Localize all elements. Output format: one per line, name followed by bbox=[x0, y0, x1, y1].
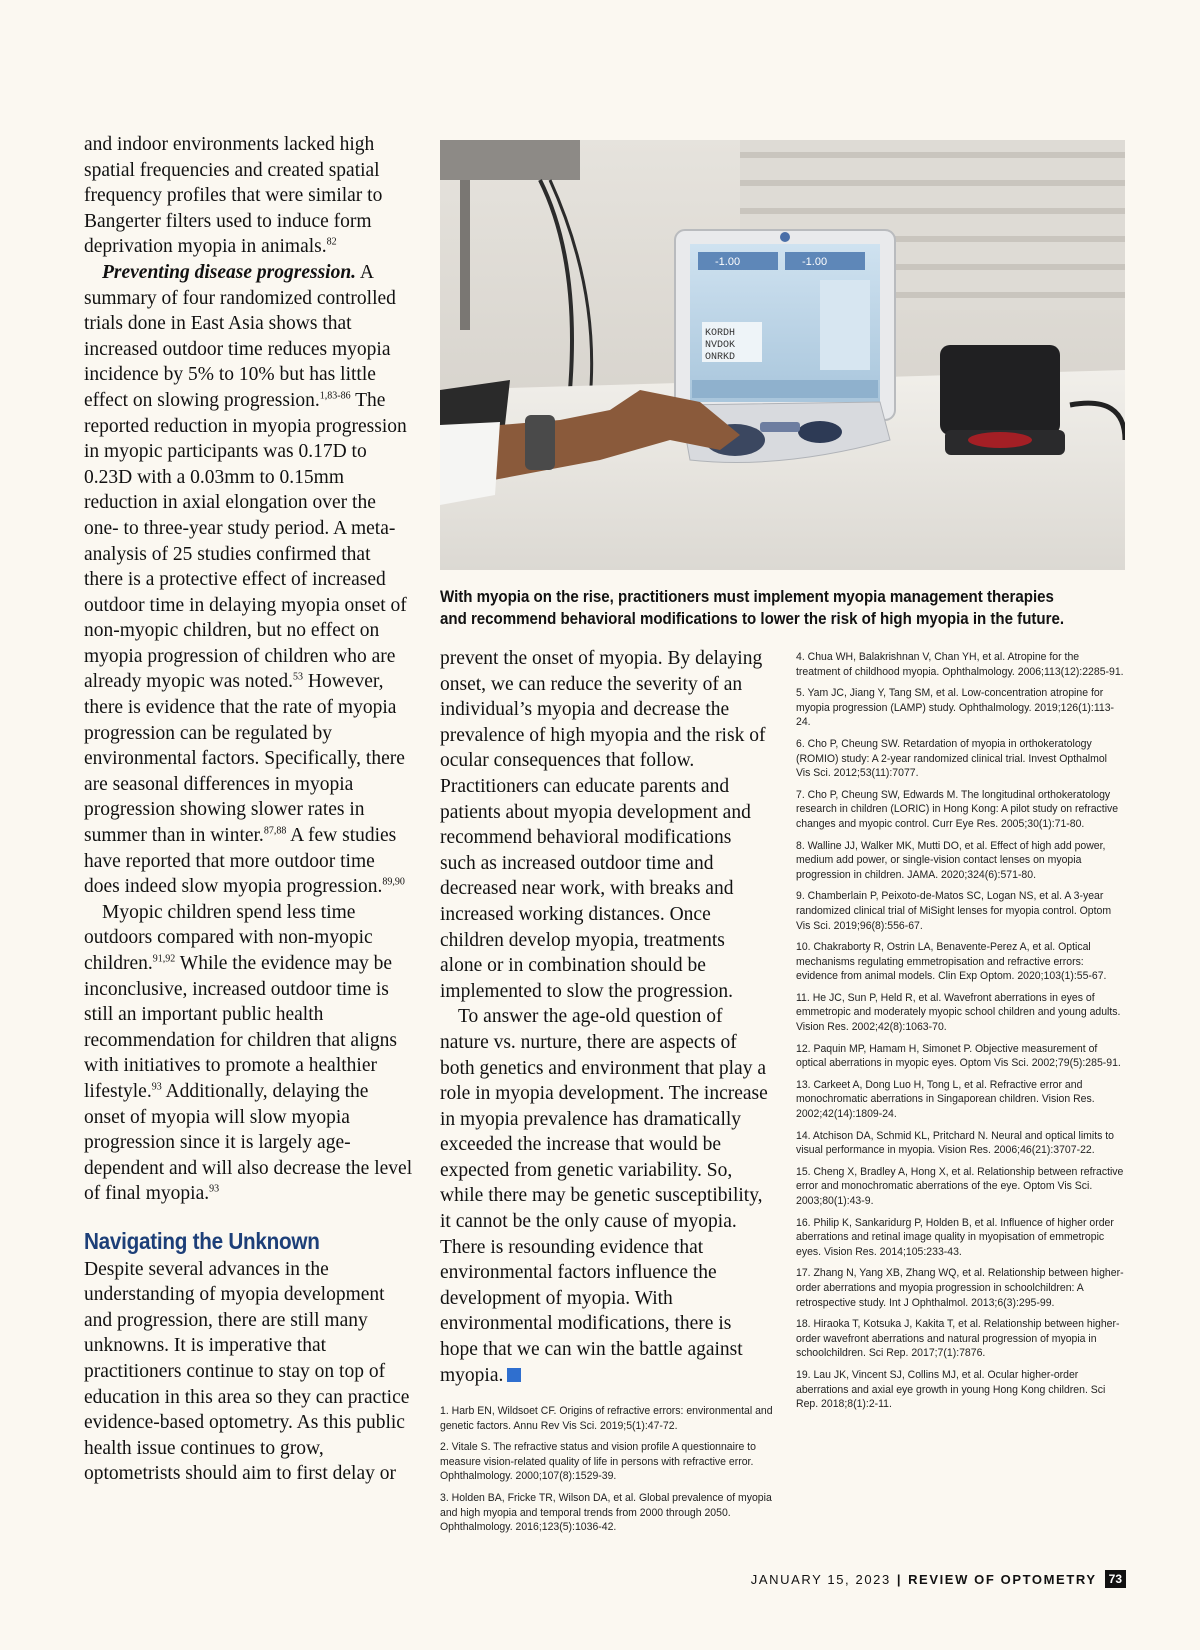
paragraph bbox=[84, 260, 414, 900]
paragraph-text: A summary of four randomized controlled trials done in East Asia shows that increased outdoor time reduces myopia incidence by 5% to 10% but has little effect on slowing progression. bbox=[84, 261, 396, 411]
section-heading: Navigating the Unknown bbox=[84, 1227, 320, 1254]
publication-name: REVIEW OF OPTOMETRY bbox=[908, 1571, 1097, 1587]
acuity-chart-row: NVDOK bbox=[705, 340, 736, 351]
reference-item: 16. Philip K, Sankaridurg P, Holden B, et al. Influence of higher order aberrations and retinal image quality in myopisation of emmetropic eyes. Vision Res. 2014;105:233-43. bbox=[796, 1216, 1114, 1258]
reference-item: 10. Chakraborty R, Ostrin LA, Benavente-Perez A, et al. Optical mechanisms regulating emmetropisation and refractive errors: evidence from animal models. Clin Exp Optom. 2020;103(1):55-67. bbox=[796, 941, 1107, 983]
article-column-1 bbox=[84, 132, 414, 1487]
photo-caption: With myopia on the rise, practitioners must implement myopia management therapies and recommend behavioral modifications to lower the risk of high myopia in the future. bbox=[440, 588, 1065, 628]
paragraph-text: Myopic children spend less time outdoors compared with non-myopic children. bbox=[84, 901, 373, 974]
citation-superscript: 93 bbox=[151, 1081, 162, 1093]
acuity-chart-row: ONRKD bbox=[705, 352, 736, 363]
run-in-heading: Preventing disease progression. bbox=[102, 261, 357, 283]
article-column-2 bbox=[440, 646, 770, 1388]
reference-item: 11. He JC, Sun P, Held R, et al. Wavefront aberrations in eyes of emmetropic and moderately myopic school children and young adults. Vision Res. 2002;42(8):1063-70. bbox=[796, 991, 1121, 1034]
reference-item: 2. Vitale S. The refractive status and vision profile A questionnaire to measure vision-related quality of life in persons with refractive error. Ophthalmology. 2000;107(8):1529-39. bbox=[440, 1441, 756, 1483]
reference-item: 17. Zhang N, Yang XB, Zhang WQ, et al. Relationship between higher-order aberrations and myopia progression in schoolchildren: A retrospective study. Int J Ophthalmol. 2013;6(3):295-99. bbox=[796, 1267, 1124, 1309]
reference-item: 15. Cheng X, Bradley A, Hong X, et al. Relationship between refractive error and monochromatic aberrations of the eye. Optom Vis Sci. 2003;80(1):43-9. bbox=[796, 1165, 1124, 1207]
paragraph-text: The reported reduction in myopia progression in myopic participants was 0.17D to 0.23D with a 0.03mm to 0.15mm reduction in axial elongation over the one- to three-year study period. A meta-analysis of 25 studies confirmed that there is a protective effect of increased outdoor time in delaying myopia onset of non-myopic children, but no effect on myopia progression of children who are already myopic was noted. bbox=[84, 389, 407, 693]
lens-case bbox=[940, 345, 1065, 455]
citation-superscript: 93 bbox=[209, 1183, 220, 1195]
paragraph: Despite several advances in the understanding of myopia development and progression, there are still many unknowns. It is imperative that practitioners continue to stay on top of education in this area so they can practice evidence-based optometry. As this public health issue continues to grow, optometrists should aim to first delay or bbox=[84, 1258, 410, 1485]
citation-superscript: 91,92 bbox=[152, 953, 176, 965]
paragraph-text: and indoor environments lacked high spatial frequencies and created spatial frequency profiles that were similar to Bangerter filters used to induce form deprivation myopia in animals. bbox=[84, 134, 383, 258]
page-number: 73 bbox=[1105, 1570, 1126, 1588]
footer-separator: | bbox=[896, 1571, 903, 1587]
citation-superscript: 89,90 bbox=[382, 876, 405, 888]
paragraph-text: Additionally, delaying the onset of myopia will slow myopia progression since it is largely age-dependent and will also decrease the level of final myopia. bbox=[84, 1080, 413, 1205]
reference-item: 18. Hiraoka T, Kotsuka J, Kakita T, et al. Relationship between higher-order wavefront aberrations and natural progression of myopia in schoolchildren. Sci Rep. 2017;7(1):7876. bbox=[796, 1318, 1120, 1360]
issue-date: JANUARY 15, 2023 bbox=[750, 1571, 891, 1587]
paragraph-text: A few studies have reported that more outdoor time does indeed slow myopia progression. bbox=[84, 825, 397, 898]
citation-superscript: 53 bbox=[293, 671, 304, 683]
paragraph bbox=[84, 900, 414, 1207]
photo-illustration bbox=[440, 140, 1125, 570]
paragraph-text: To answer the age-old question of nature vs. nurture, there are aspects of both genetics and environment that play a role in myopia development. The increase in myopia prevalence has dramatically exceeded the increase that would be expected from genetic variability. So, while there may be genetic susceptibility, it cannot be the only cause of myopia. There is resounding evidence that environmental factors influence the development of myopia. With environmental modifications, there is hope that we can win the battle against myopia. bbox=[440, 1006, 768, 1386]
phoropter-control-screen bbox=[675, 230, 895, 420]
reference-item: 13. Carkeet A, Dong Luo H, Tong L, et al. Refractive error and monochromatic aberrations in Singaporean children. Vision Res. 2002;42(14):1809-24. bbox=[796, 1078, 1095, 1121]
paragraph-text: While the evidence may be inconclusive, increased outdoor time is still an important public health recommendation for children that aligns with initiatives to promote a healthier lifestyle. bbox=[84, 953, 397, 1102]
citation-superscript: 87,88 bbox=[263, 825, 287, 837]
article-photo bbox=[440, 140, 1125, 570]
paragraph bbox=[440, 1004, 770, 1388]
reference-item: 6. Cho P, Cheung SW. Retardation of myopia in orthokeratology (ROMIO) study: A 2-year randomized clinical trial. Invest Opthalmol Vis Sci. 2012;53(11):7077. bbox=[796, 737, 1108, 780]
paragraph-text: However, there is evidence that the rate of myopia progression can be regulated by environmental factors. Specifically, there are seasonal differences in myopia progression showing slower rates in summer than in winter. bbox=[84, 671, 405, 847]
screen-value: -1.00 bbox=[715, 256, 741, 268]
reference-item: 8. Walline JJ, Walker MK, Mutti DO, et al. Effect of high add power, medium add power, or single-vision contact lenses on myopia progression in children. JAMA. 2020;324(6):571-80. bbox=[796, 839, 1106, 881]
citation-superscript: 1,83-86 bbox=[319, 390, 351, 402]
reference-item: 12. Paquin MP, Hamam H, Simonet P. Objective measurement of optical aberrations in myopic eyes. Optom Vis Sci. 2002;79(5):285-91. bbox=[796, 1042, 1121, 1070]
paragraph: prevent the onset of myopia. By delaying onset, we can reduce the severity of an individual’s myopia and decrease the prevalence of high myopia and the risk of ocular consequences that follow. Practitioners can educate parents and patients about myopia development and recommend behavioral modifications such as increased outdoor time and decreased near work, with breaks and increased working distances. Once children develop myopia, treatments alone or in combination should be implemented to slow the progression. bbox=[440, 648, 766, 1002]
paragraph bbox=[84, 132, 414, 260]
references-list-a bbox=[440, 1404, 776, 1542]
reference-item: 4. Chua WH, Balakrishnan V, Chan YH, et al. Atropine for the treatment of childhood myopia. Ophthalmology. 2006;113(12):2285-91. bbox=[796, 651, 1124, 678]
reference-item: 1. Harb EN, Wildsoet CF. Origins of refractive errors: environmental and genetic factors. Annu Rev Vis Sci. 2019;5(1):47-72. bbox=[440, 1405, 773, 1432]
screen-value: -1.00 bbox=[802, 256, 828, 268]
reference-item: 7. Cho P, Cheung SW, Edwards M. The longitudinal orthokeratology research in children (LORIC) in Hong Kong: A pilot study on refractive changes and myopic control. Curr Eye Res. 2005;30(1):71-80. bbox=[796, 788, 1119, 830]
citation-superscript: 82 bbox=[326, 236, 337, 248]
references-list-b bbox=[796, 650, 1126, 1419]
page-footer bbox=[751, 1570, 1126, 1588]
end-of-article-mark-icon bbox=[507, 1368, 521, 1382]
reference-item: 19. Lau JK, Vincent SJ, Collins MJ, et al. Ocular higher-order aberrations and axial eye growth in young Hong Kong children. Sci Rep. 2018;8(1):2-11. bbox=[796, 1368, 1106, 1411]
reference-item: 5. Yam JC, Jiang Y, Tang SM, et al. Low-concentration atropine for myopia progression (LAMP) study. Ophthalmology. 2019;126(1):113-24. bbox=[796, 687, 1115, 729]
reference-item: 14. Atchison DA, Schmid KL, Pritchard N. Neural and optical limits to visual performance in myopia. Vision Res. 2006;46(21):3707-22. bbox=[796, 1129, 1115, 1157]
reference-item: 9. Chamberlain P, Peixoto-de-Matos SC, Logan NS, et al. A 3-year randomized clinical trial of MiSight lenses for myopia control. Optom Vis Sci. 2019;96(8):556-67. bbox=[796, 890, 1112, 932]
reference-item: 3. Holden BA, Fricke TR, Wilson DA, et al. Global prevalence of myopia and high myopia and temporal trends from 2000 through 2050. Ophthalmology. 2016;123(5):1036-42. bbox=[440, 1491, 772, 1534]
acuity-chart-row: KORDH bbox=[705, 328, 736, 339]
